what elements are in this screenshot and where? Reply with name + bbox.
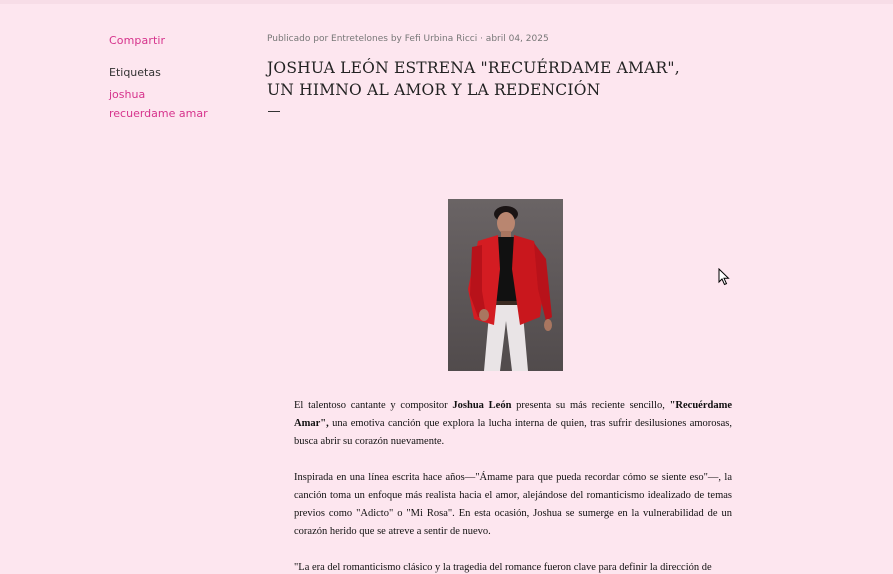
tags-heading: Etiquetas xyxy=(109,66,161,79)
paragraph-1-text-e: una emotiva canción que explora la lucha interna de quien, tras sufrir desilusiones amorosas, busca abrir su corazón nuevamente. xyxy=(294,418,732,447)
post-image-illustration xyxy=(448,199,563,371)
post-body xyxy=(294,397,732,574)
post-sidebar xyxy=(109,34,249,120)
artist-name: Joshua León xyxy=(452,400,512,411)
paragraph-1-text-a: El talentoso cantante y compositor xyxy=(294,400,453,411)
post-meta: Publicado por Entretelones by Fefi Urbina Ricci · abril 04, 2025 xyxy=(267,34,549,44)
title-divider xyxy=(268,111,280,112)
share-link[interactable]: Compartir xyxy=(109,34,166,47)
paragraph-1 xyxy=(294,397,732,451)
top-border xyxy=(0,0,893,4)
tag-link-joshua[interactable]: joshua xyxy=(109,88,146,101)
post-title: JOSHUA LEÓN ESTRENA "RECUÉRDAME AMAR", UN HIMNO AL AMOR Y LA REDENCIÓN xyxy=(267,59,680,99)
song-title: "Recuérdame Amar", xyxy=(294,400,732,429)
paragraph-3: "La era del romanticismo clásico y la tragedia del romance fueron clave para definir la dirección de xyxy=(294,562,712,573)
tag-link-recuerdame-amar[interactable]: recuerdame amar xyxy=(109,107,208,120)
paragraph-1-text-c: presenta su más reciente sencillo, xyxy=(511,400,670,411)
post-image[interactable] xyxy=(448,199,563,371)
paragraph-2: Inspirada en una línea escrita hace años—"Ámame para que pueda recordar cómo se siente eso"—, la canción toma un enfoque más realista hacia el amor, alejándose del romanticismo idealizado de temas previos como "Adicto" o "Mi Rosa". En esta ocasión, Joshua se sumerge en la vulnerabilidad de un corazón herido que se atreve a sentir de nuevo. xyxy=(294,472,732,537)
mouse-pointer-icon xyxy=(718,268,730,290)
